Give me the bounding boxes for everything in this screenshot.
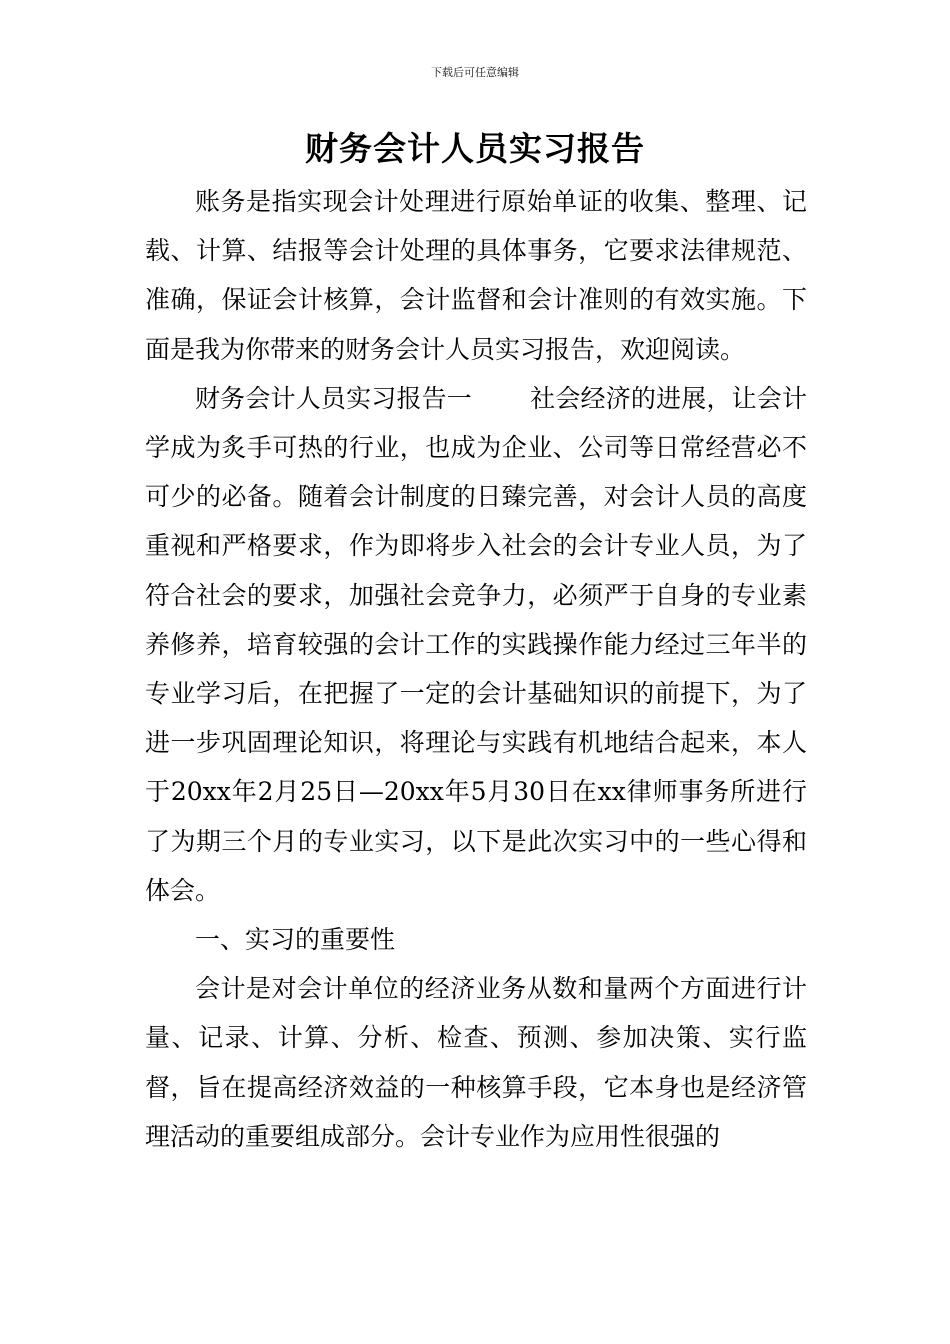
- document-body: [145, 177, 807, 1161]
- header-note: 下载后可任意编辑: [431, 66, 519, 79]
- section-paragraph: 会计是对会计单位的经济业务从数和量两个方面进行计量、记录、计算、分析、检查、预测、参加决策、实行监督，旨在提高经济效益的一种核算手段，它本身也是经济管理活动的重要组成部分。会计专业作为应用性很强的: [145, 974, 807, 1151]
- intro-paragraph: 账务是指实现会计处理进行原始单证的收集、整理、记载、计算、结报等会计处理的具体事务，它要求法律规范、准确，保证会计核算，会计监督和会计准则的有效实施。下面是我为你带来的财务会计人员实习报告，欢迎阅读。: [145, 187, 807, 364]
- report-one-text: 社会经济的进展，让会计学成为炙手可热的行业，也成为企业、公司等日常经营必不可少的必备。随着会计制度的日臻完善，对会计人员的高度重视和严格要求，作为即将步入社会的会计专业人员，为了符合社会的要求，加强社会竞争力，必须严于自身的专业素养修养，培育较强的会计工作的实践操作能力经过三年半的专业学习后，在把握了一定的会计基础知识的前提下，为了进一步巩固理论知识，将理论与实践有机地结合起来，本人于20xx年2月25日—20xx年5月30日在xx律师事务所进行了为期三个月的专业实习，以下是此次实习中的一些心得和体会。: [145, 383, 807, 905]
- report-one-paragraph: [145, 374, 807, 915]
- report-one-label: 财务会计人员实习报告一: [195, 383, 472, 413]
- section-heading: 一、实习的重要性: [195, 925, 396, 955]
- document-title: 财务会计人员实习报告: [305, 129, 645, 168]
